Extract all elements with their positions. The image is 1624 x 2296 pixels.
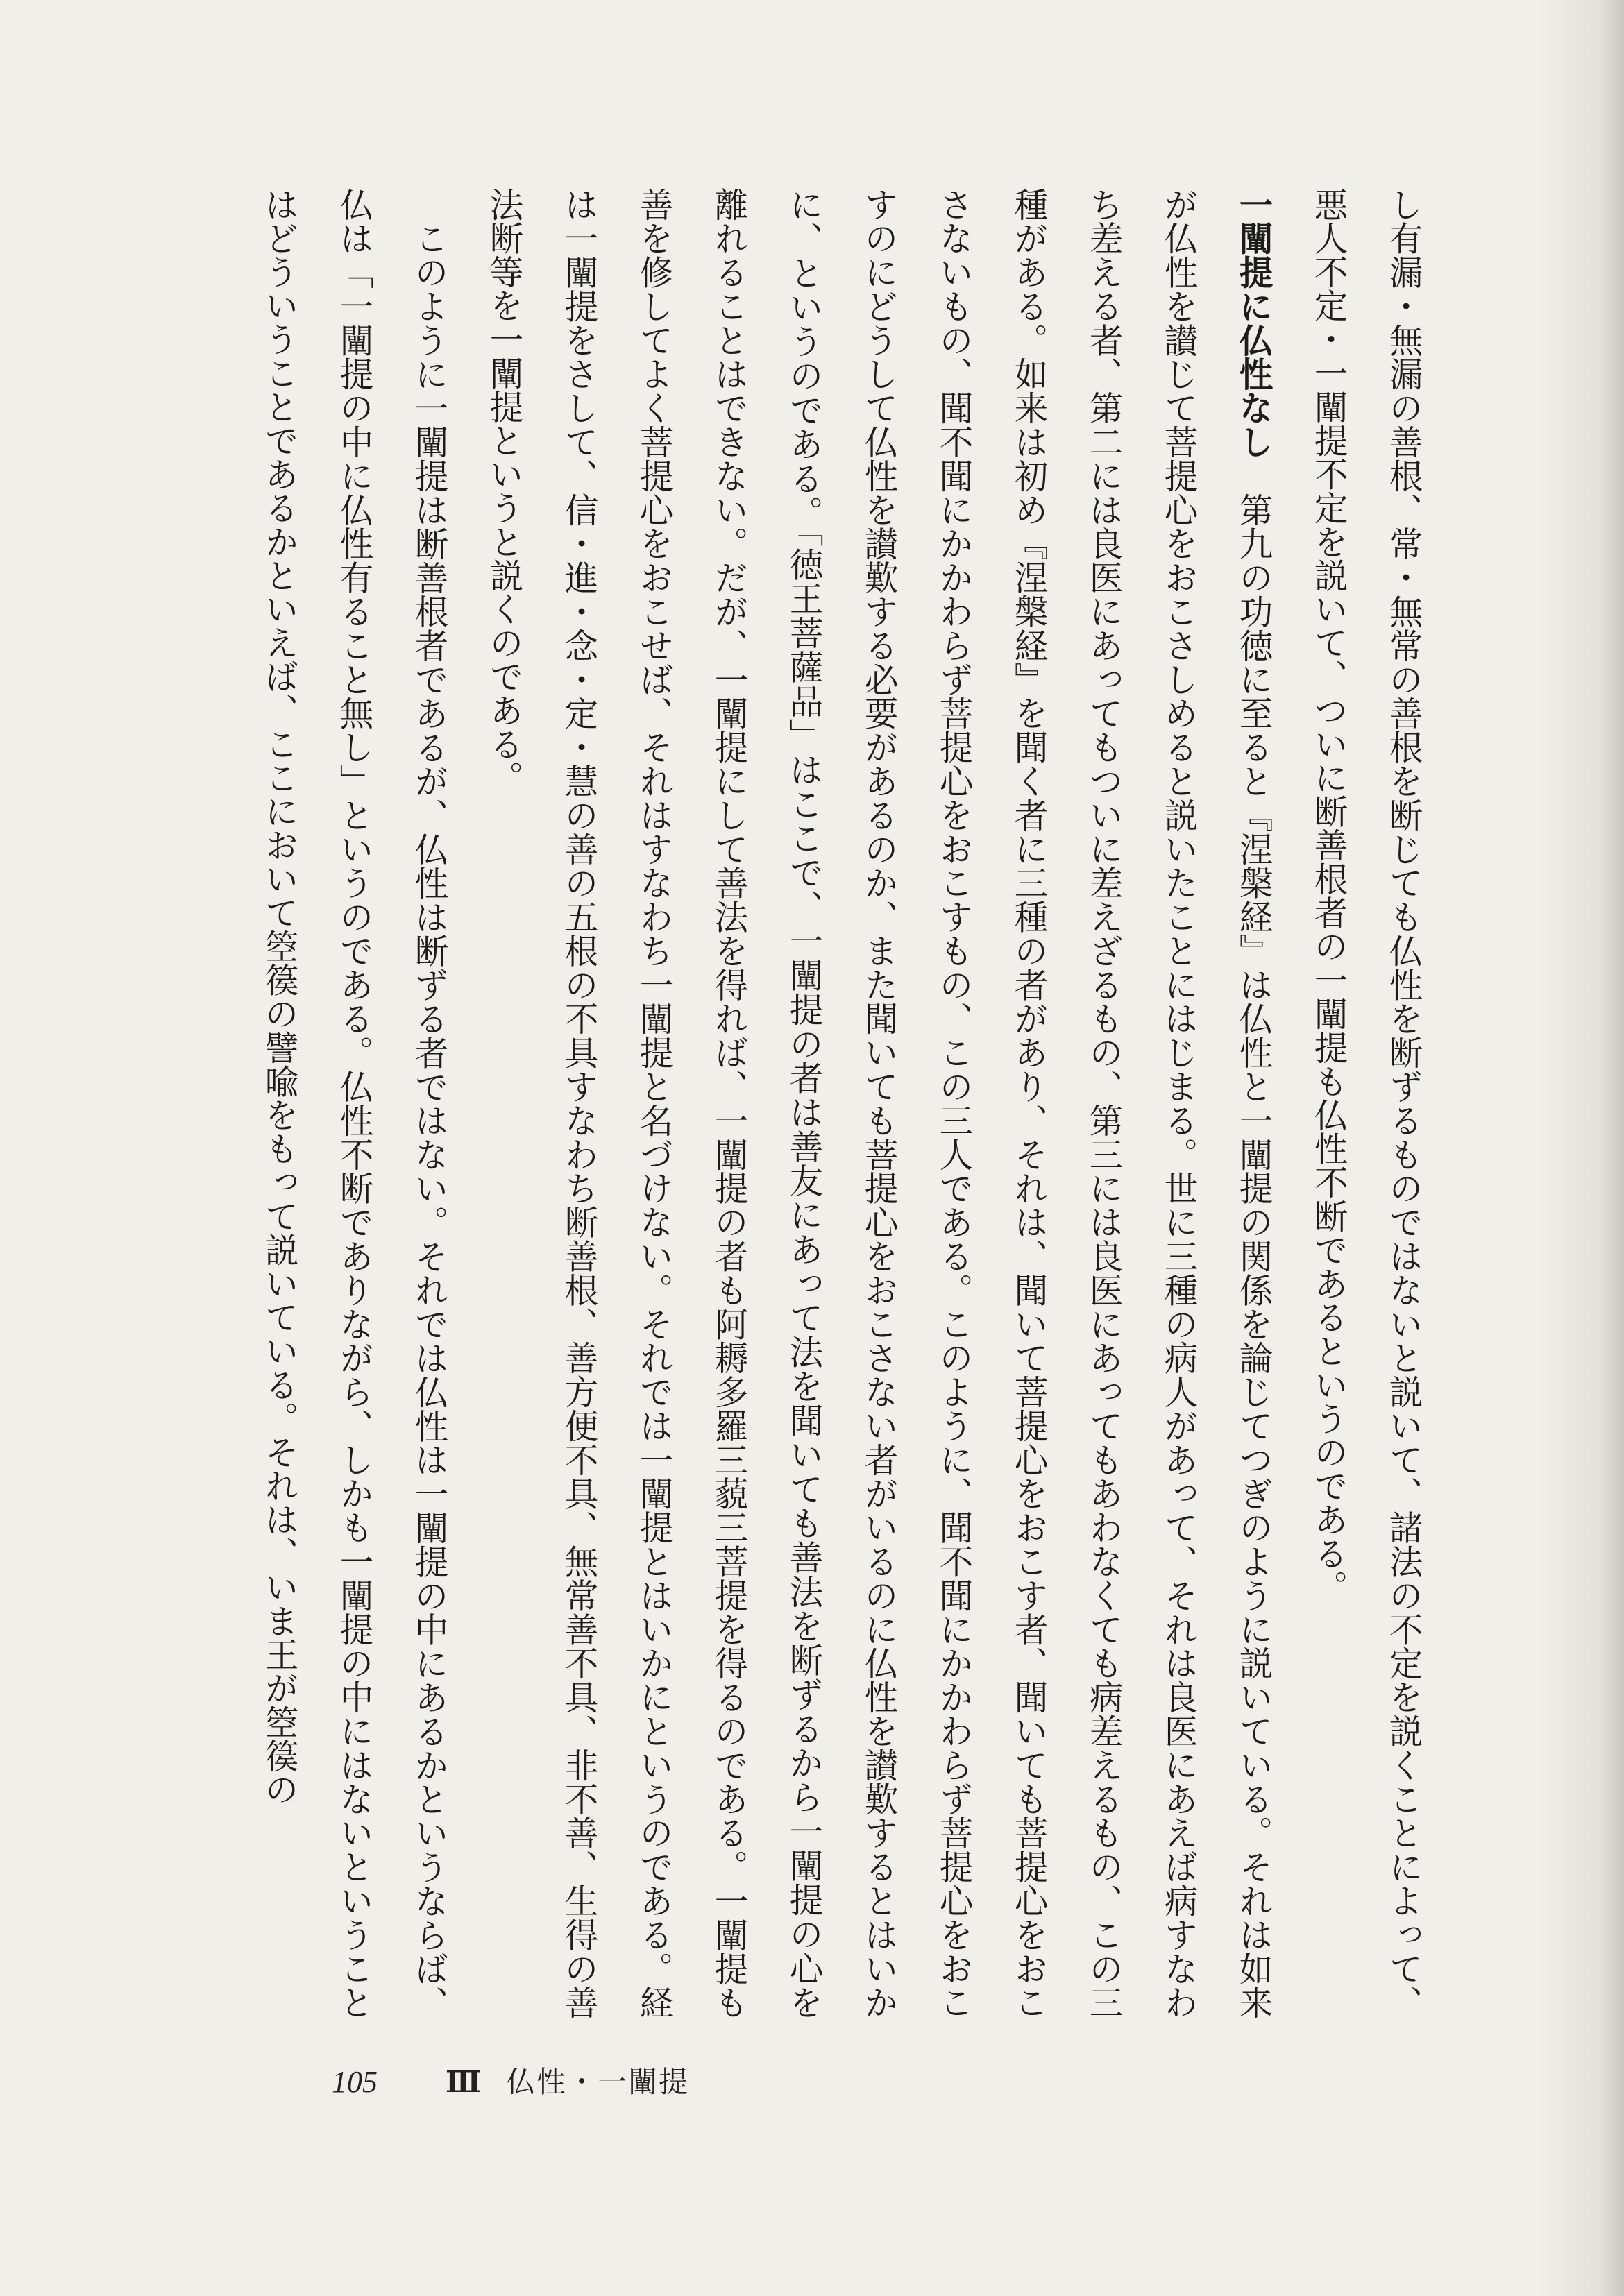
paragraph-next: このように一闡提は断善根者であるが、仏性は断ずる者ではない。それでは仏性は一闡提の中にあるかというならば、仏は「一闡提の中に仏性有ること無し」というのである。仏性不断でありながら、しかも一闡提の中にはないということはどういうことであるかといえば、ここにおいて箜篌の譬喩をもって説いている。それは、いま王が箜篌の xyxy=(259,187,448,2019)
vertical-text-body xyxy=(149,187,1440,2019)
page-footer xyxy=(332,2059,689,2101)
running-title: 仏性・一闡提 xyxy=(506,2065,690,2099)
page-number: 105 xyxy=(332,2065,378,2099)
paragraph-continued: し有漏・無漏の善根、常・無常の善根を断じても仏性を断ずるものではないと説いて、諸法の不定を説くことによって、悪人不定・一闡提不定を説いて、ついに断善根者の一闡提も仏性不断であるというのである。 xyxy=(1308,187,1422,2019)
section-number: Ⅲ xyxy=(446,2067,482,2099)
page-edge-shadow xyxy=(1541,0,1624,2296)
paragraph-with-heading xyxy=(466,187,1290,2019)
paragraph-body: 第九の功徳に至ると『涅槃経』は仏性と一闡提の関係を論じてつぎのように説いている。それは如来が仏性を讃じて菩提心をおこさしめると説いたことにはじまる。世に三種の病人があって、それは良医にあえば病すなわち差える者、第二には良医にあってもついに差えざるもの、第三には良医にあってもあわなくても病差えるもの、この三種がある。如来は初め『涅槃経』を聞く者に三種の者があり、それは、聞いて菩提心をおこす者、聞いても菩提心をおこさないもの、聞不聞にかかわらず菩提心をおこすもの、この三人である。このように、聞不聞にかかわらず菩提心をおこすのにどうして仏性を讃歎する必要があるのか、また聞いても菩提心をおこさない者がいるのに仏性を讃歎するとはいかに、というのである。「徳王菩薩品」はここで、一闡提の者は善友にあって法を聞いても善法を断ずるから一闡提の心を離れることはできない。だが、一闡提にして善法を得れば、一闡提の者も阿耨多羅三藐三菩提を得るのである。一闡提も善を修してよく菩提心をおこせば、それはすなわち一闡提と名づけない。それでは一闡提とはいかにというのである。経は一闡提をさして、信・進・念・定・慧の善の五根の不具すなわち断善根、善方便不具、無常善不具、非不善、生得の善法断等を一闡提というと説くのである。 xyxy=(484,187,1272,2019)
section-heading: 一闡提に仏性なし xyxy=(1233,187,1272,459)
